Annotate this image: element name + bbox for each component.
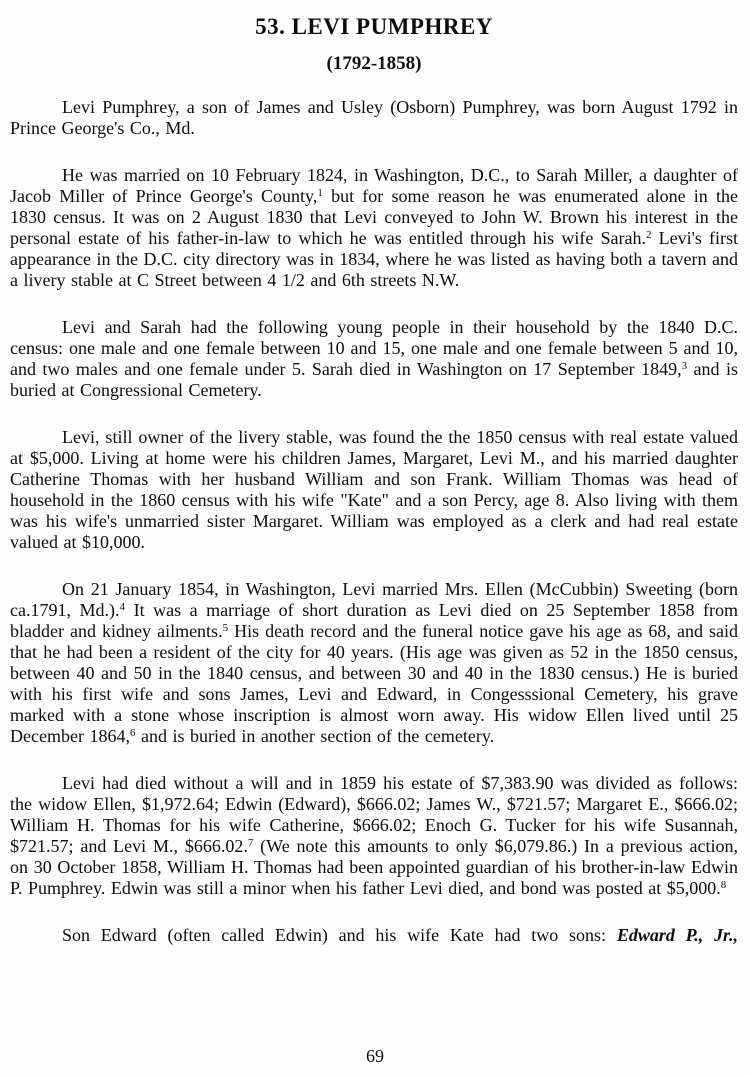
- text-segment: Levi Pumphrey, a son of James and Usley (Osborn) Pumphrey, was born August 1792 in Prince George's Co., Md.: [10, 97, 738, 138]
- text-segment: but for some reason he was enumerated alone in the 1830 census. It was on 2 August 1830 that Levi conveyed to John W. Brown his interest in the personal estate of his father-in-law to which he was entitled through his wife Sarah.: [10, 186, 739, 248]
- footnote-marker: 2: [645, 229, 652, 241]
- footnote-marker: 4: [119, 601, 126, 613]
- text-segment: He was married on 10 February 1824, in Washington, D.C., to Sarah Miller, a daughter of Jacob Miller of Prince George's County,: [10, 165, 738, 206]
- text-segment: Levi's first appearance in the D.C. city directory was in 1834, where he was listed as having both a tavern and a livery stable at C Street between 4 1/2 and 6th streets N.W.: [10, 228, 738, 290]
- text-segment: His death record and the funeral notice gave his age as 68, and said that he had been a resident of the city for 40 years. (His age was given as 52 in the 1850 census, between 40 and 50 in the 1840 census, and between 30 and 40 in the 1830 census.) He is buried with his first wife and sons James, Levi and Edward, in Congesssional Cemetery, his grave marked with a stone whose inscription is almost worn away. His widow Ellen lived until 25 December 1864,: [10, 621, 738, 746]
- paragraph: [10, 427, 738, 553]
- text-segment: (We note this amounts to only $6,079.86.) In a previous action, on 30 October 1858, William H. Thomas had been appointed guardian of his brother-in-law Edwin P. Pumphrey. Edwin was still a minor when his father Levi died, and bond was posted at $5,000.: [10, 836, 738, 898]
- body-text: [10, 97, 738, 946]
- paragraph: [10, 165, 738, 291]
- text-segment: Son Edward (often called Edwin) and his wife Kate had two sons:: [62, 925, 617, 945]
- text-segment: Levi and Sarah had the following young people in their household by the 1840 D.C. census: one male and one female between 10 and 15, one male and one female between 5 and 10, and two males and one female under 5. Sarah died in Washington on 17 September 1849,: [10, 317, 738, 379]
- text-segment: and is buried in another section of the cemetery.: [135, 726, 495, 746]
- paragraph: [10, 97, 738, 139]
- footnote-marker: 8: [720, 879, 727, 891]
- text-segment: It was a marriage of short duration as Levi died on 25 September 1858 from bladder and kidney ailments.: [10, 600, 738, 641]
- footnote-marker: 3: [681, 360, 688, 372]
- footnote-marker: 1: [317, 187, 323, 199]
- emphasized-name: Edward P., Jr.,: [616, 925, 739, 945]
- footnote-marker: 7: [247, 837, 254, 849]
- text-segment: On 21 January 1854, in Washington, Levi married Mrs. Ellen (McCubbin) Sweeting (born ca.1791, Md.).: [10, 579, 738, 620]
- paragraph: [10, 925, 738, 946]
- footnote-marker: 6: [129, 727, 136, 739]
- paragraph: [10, 773, 738, 899]
- paragraph: [10, 317, 738, 401]
- page-number: 69: [366, 1046, 384, 1066]
- chapter-title: 53. LEVI PUMPHREY: [255, 14, 493, 39]
- text-segment: Levi, still owner of the livery stable, was found the the 1850 census with real estate valued at $5,000. Living at home were his children James, Margaret, Levi M., and his married daughter Catherine Thomas with her husband William and son Frank. William Thomas was head of household in the 1860 census with his wife "Kate" and a son Percy, age 8. Also living with them was his wife's unmarried sister Margaret. William was employed as a clerk and had real estate valued at $10,000.: [10, 427, 738, 552]
- text-segment: and is buried at Congressional Cemetery.: [10, 359, 738, 400]
- text-segment: Levi had died without a will and in 1859 his estate of $7,383.90 was divided as follows: the widow Ellen, $1,972.64; Edwin (Edward), $666.02; James W., $721.57; Margaret E., $666.02; William H. Thomas for his wife Catherine, $666.02; Enoch G. Tucker for his wife Susannah, $721.57; and Levi M., $666.02.: [10, 773, 738, 856]
- paragraph: [10, 579, 738, 747]
- life-dates-subtitle: (1792-1858): [326, 53, 422, 74]
- footnote-marker: 5: [222, 622, 229, 634]
